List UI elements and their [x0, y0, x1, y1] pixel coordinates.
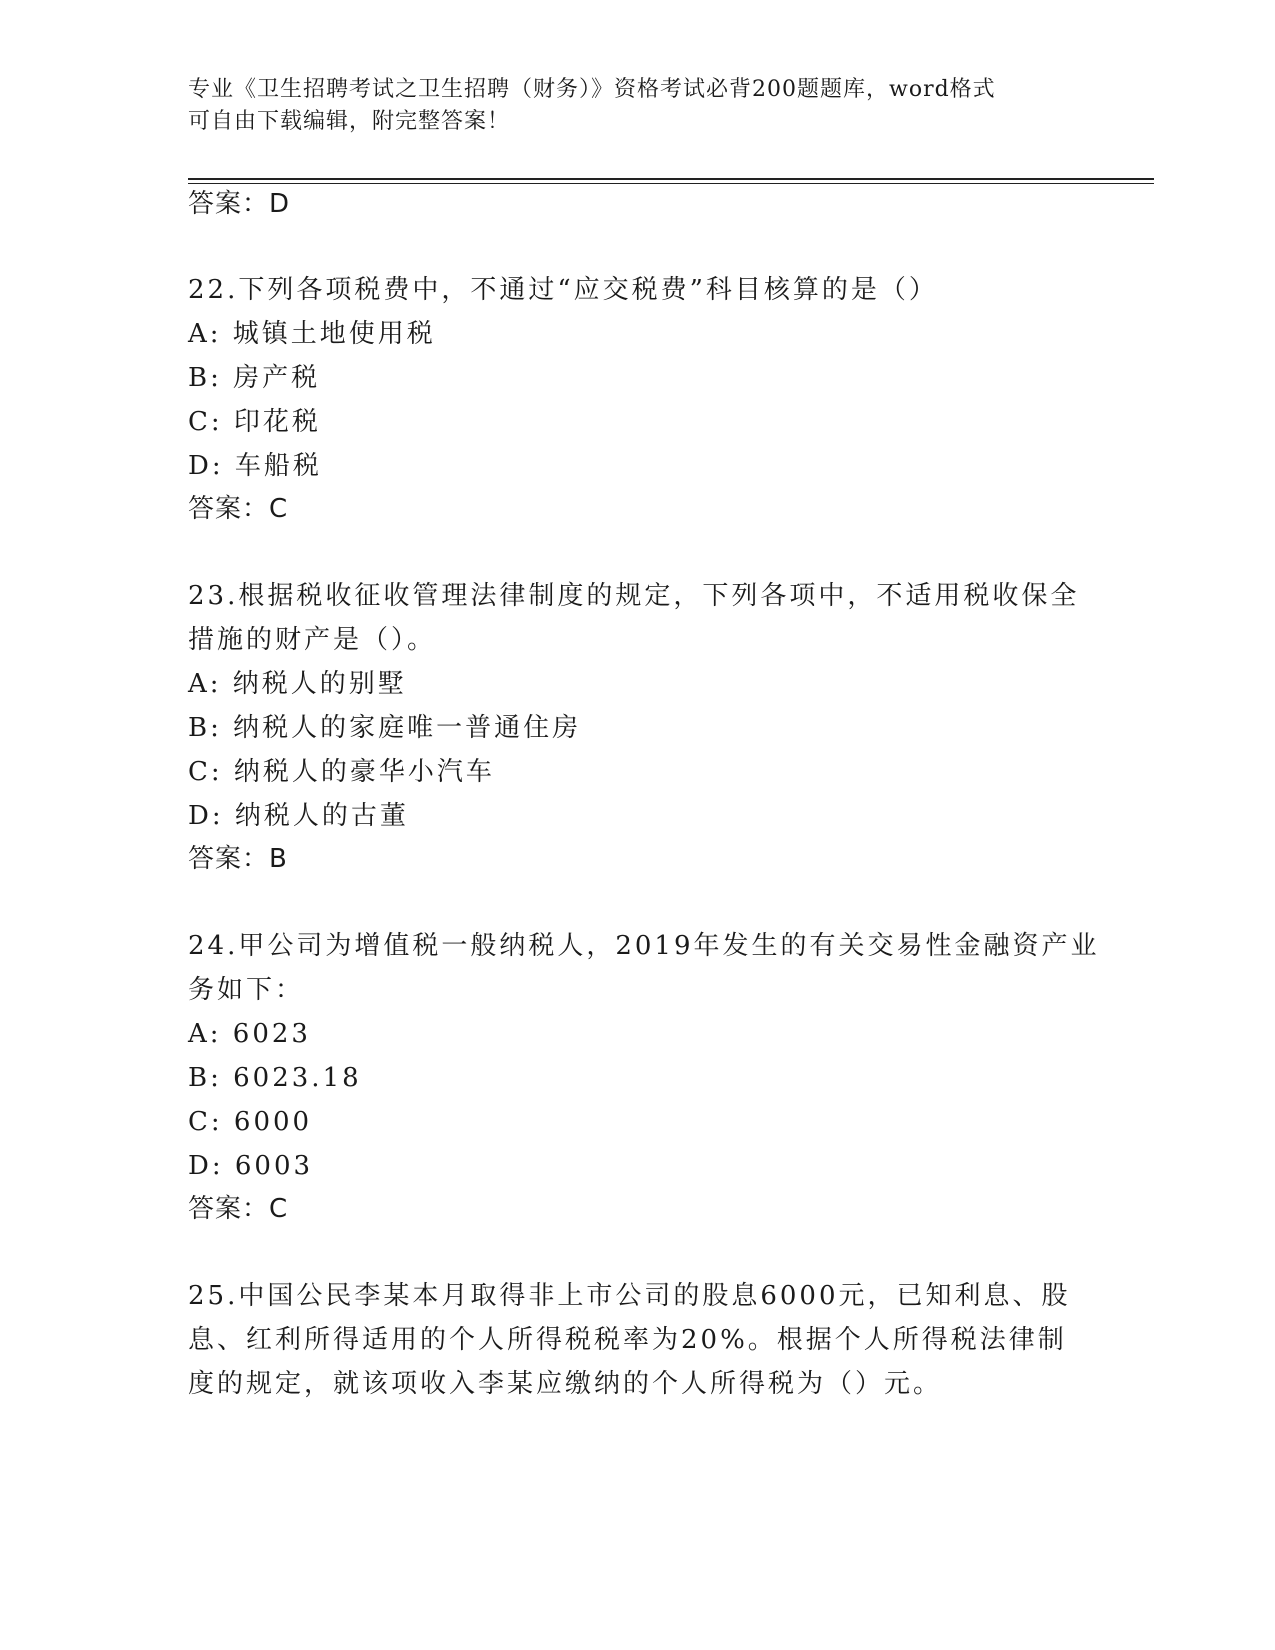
answer-line: 答案：C	[188, 1194, 289, 1224]
answer-line: 答案：D	[188, 189, 291, 219]
option-line: A: 纳税人的别墅	[188, 669, 407, 699]
option-line: C: 纳税人的豪华小汽车	[188, 757, 495, 787]
option-line: C: 6000	[188, 1107, 313, 1137]
option-line: C: 印花税	[188, 407, 321, 437]
header-divider-thick	[188, 178, 1154, 180]
answer-line: 答案：C	[188, 494, 289, 524]
option-line: B: 6023.18	[188, 1063, 362, 1093]
answer-line: 答案：B	[188, 844, 288, 874]
option-line: D: 车船税	[188, 451, 322, 481]
header-line-2: 可自由下载编辑，附完整答案！	[188, 109, 511, 134]
question-stem-line: 务如下：	[188, 975, 305, 1005]
document-header	[188, 74, 1068, 138]
question-stem-line: 度的规定，就该项收入李某应缴纳的个人所得税为（）元。	[188, 1369, 943, 1399]
option-line: B: 房产税	[188, 363, 321, 393]
question-stem-line: 22.下列各项税费中，不通过“应交税费”科目核算的是（）	[188, 275, 938, 305]
question-stem-line: 23.根据税收征收管理法律制度的规定，下列各项中，不适用税收保全	[188, 581, 1080, 611]
header-divider-thin	[188, 183, 1154, 184]
question-stem-line: 25.中国公民李某本月取得非上市公司的股息6000元，已知利息、股	[188, 1281, 1071, 1311]
option-line: D: 6003	[188, 1151, 314, 1181]
question-stem-line: 24.甲公司为增值税一般纳税人，2019年发生的有关交易性金融资产业	[188, 931, 1100, 961]
header-line-1: 专业《卫生招聘考试之卫生招聘（财务）》资格考试必背200题题库，word格式	[188, 77, 996, 102]
option-line: A: 6023	[188, 1019, 311, 1049]
question-stem-line: 措施的财产是（）。	[188, 625, 437, 655]
question-stem-line: 息、红利所得适用的个人所得税税率为20%。根据个人所得税法律制	[188, 1325, 1067, 1355]
option-line: A: 城镇土地使用税	[188, 319, 436, 349]
option-line: D: 纳税人的古董	[188, 801, 409, 831]
option-line: B: 纳税人的家庭唯一普通住房	[188, 713, 582, 743]
